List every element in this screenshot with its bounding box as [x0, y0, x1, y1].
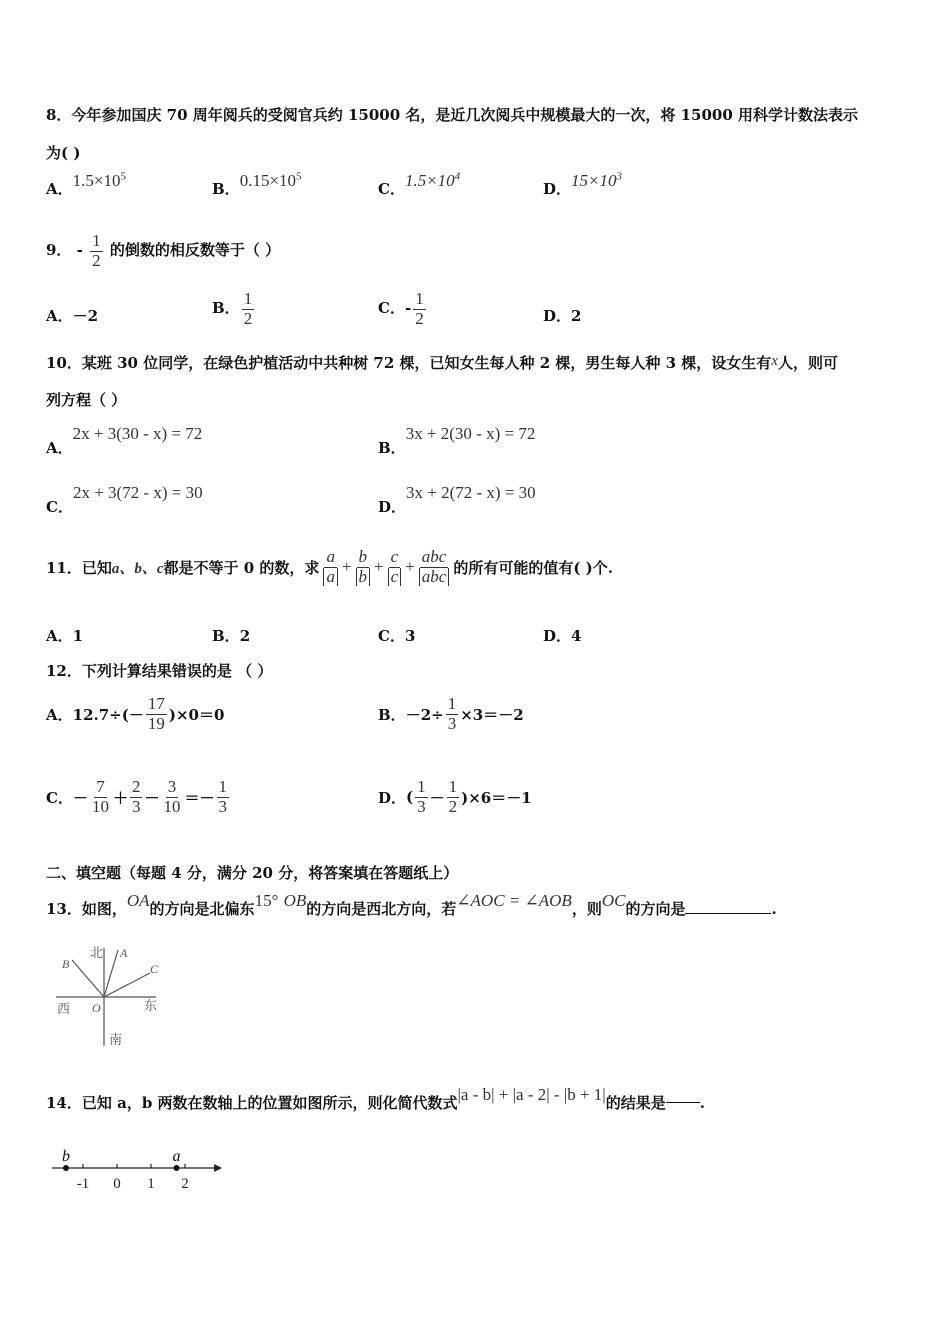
q9-option-a: A．－2	[46, 307, 99, 325]
q14-stem: 14．已知 a，b 两数在数轴上的位置如图所示，则化简代数式 |a - b| + |a - 2| - |b + 1| 的结果是 .	[46, 1084, 705, 1112]
ray-oa	[104, 950, 118, 997]
label-a: A	[120, 946, 128, 960]
section2-heading: 二、填空题（每题 4 分，满分 20 分，将答案填在答题纸上）	[46, 864, 459, 882]
q8-option-d: D．$15\times 10^3$	[543, 170, 622, 198]
q12-stem: 12．下列计算结果错误的是 （ ）	[46, 662, 273, 680]
q11-option-c: C．3	[378, 627, 416, 645]
q8-option-c: C．$1.5\times 10^4$	[378, 170, 461, 198]
label-south: 南	[109, 1032, 123, 1047]
axis-tick-label: -1	[76, 1176, 90, 1192]
q10-option-c: C．2x + 3(72 - x) = 30	[46, 483, 203, 516]
label-north: 北	[90, 945, 104, 960]
axis-tick-label: 1	[147, 1176, 155, 1192]
q9-option-b: B． $\frac{1}{2}$	[212, 289, 253, 328]
q10-stem-line2: 列方程（ ）	[46, 391, 127, 409]
q12-option-b: B． －2÷ $\frac{1}{3}$ ×3＝－2	[378, 694, 524, 733]
q10-option-d: D．3x + 2(72 - x) = 30	[378, 483, 536, 516]
q12-option-c: C． － $\frac{7}{10}$ ＋ $\frac{2}{3}$ － $\frac{3}{10}$ ＝－ $\frac{1}{3}$	[46, 777, 228, 816]
q10-option-b: B．3x + 2(30 - x) = 72	[378, 424, 536, 457]
q8-stem-line2: 为( )	[46, 144, 81, 162]
label-east: 东	[144, 998, 158, 1013]
point-a-label: a	[172, 1148, 181, 1165]
q11-option-a: A．1	[46, 627, 84, 645]
q11-option-b: B．2	[212, 627, 251, 645]
q10-stem-line1: 10．某班 30 位同学，在绿色护植活动中共种树 72 棵，已知女生每人种 2 棵，男生每人种 3 棵，设女生有x人，则可	[46, 353, 838, 372]
q13-compass-figure	[52, 940, 172, 1050]
point-b-label: b	[62, 1148, 70, 1165]
q13-answer-blank[interactable]	[685, 913, 771, 914]
label-c: C	[150, 962, 159, 976]
q8-stem-line1: 8．今年参加国庆 70 周年阅兵的受阅官兵约 15000 名，是近几次阅兵中规模最大的一次，将 15000 用科学计数法表示	[46, 106, 859, 124]
q9-stem: 9． - $\frac{1}{2}$ 的倒数的相反数等于（ ）	[46, 231, 281, 270]
point-a	[174, 1165, 180, 1171]
q14-answer-blank[interactable]	[666, 1102, 700, 1103]
q8-option-b: B．$0.15\times 10^5$	[212, 170, 302, 198]
axis-tick-label: 2	[181, 1176, 189, 1192]
q9-fraction: $\frac{1}{2}$	[92, 231, 101, 270]
q12-option-a: A． 12.7÷(－ $\frac{17}{19}$ )×0＝0	[46, 694, 225, 733]
q8-option-a: A．$1.5\times 10^5$	[46, 170, 126, 198]
q11-stem: 11．已知 a、b、c 都是不等于 0 的数，求 $\frac{a}{a}$ + $\frac{b}{b}$ + $\frac{c}{c}$ + $\frac{\text{abc}}{\text{abc}}$ 的所有可能的值有( )个.	[46, 547, 613, 586]
q11-option-d: D．4	[543, 627, 582, 645]
label-b: B	[62, 957, 70, 971]
q10-option-a: A．2x + 3(30 - x) = 72	[46, 424, 203, 457]
q9-option-d: D．2	[543, 307, 582, 325]
axis-tick-label: 0	[113, 1176, 121, 1192]
q13-stem: 13．如图，OA的方向是北偏东15° OB的方向是西北方向，若∠AOC = ∠AOB，则OC的方向是 .	[46, 891, 777, 918]
q9-option-c: C．- $\frac{1}{2}$	[378, 289, 424, 328]
point-b	[63, 1165, 69, 1171]
axis-arrow	[214, 1164, 222, 1172]
label-o: O	[92, 1001, 101, 1015]
q14-number-line	[44, 1140, 234, 1200]
label-west: 西	[57, 1001, 71, 1016]
ray-oc	[104, 973, 150, 997]
q12-option-d: D． ( $\frac{1}{3}$ － $\frac{1}{2}$ )×6＝－1	[378, 777, 532, 816]
ray-ob	[72, 960, 104, 997]
